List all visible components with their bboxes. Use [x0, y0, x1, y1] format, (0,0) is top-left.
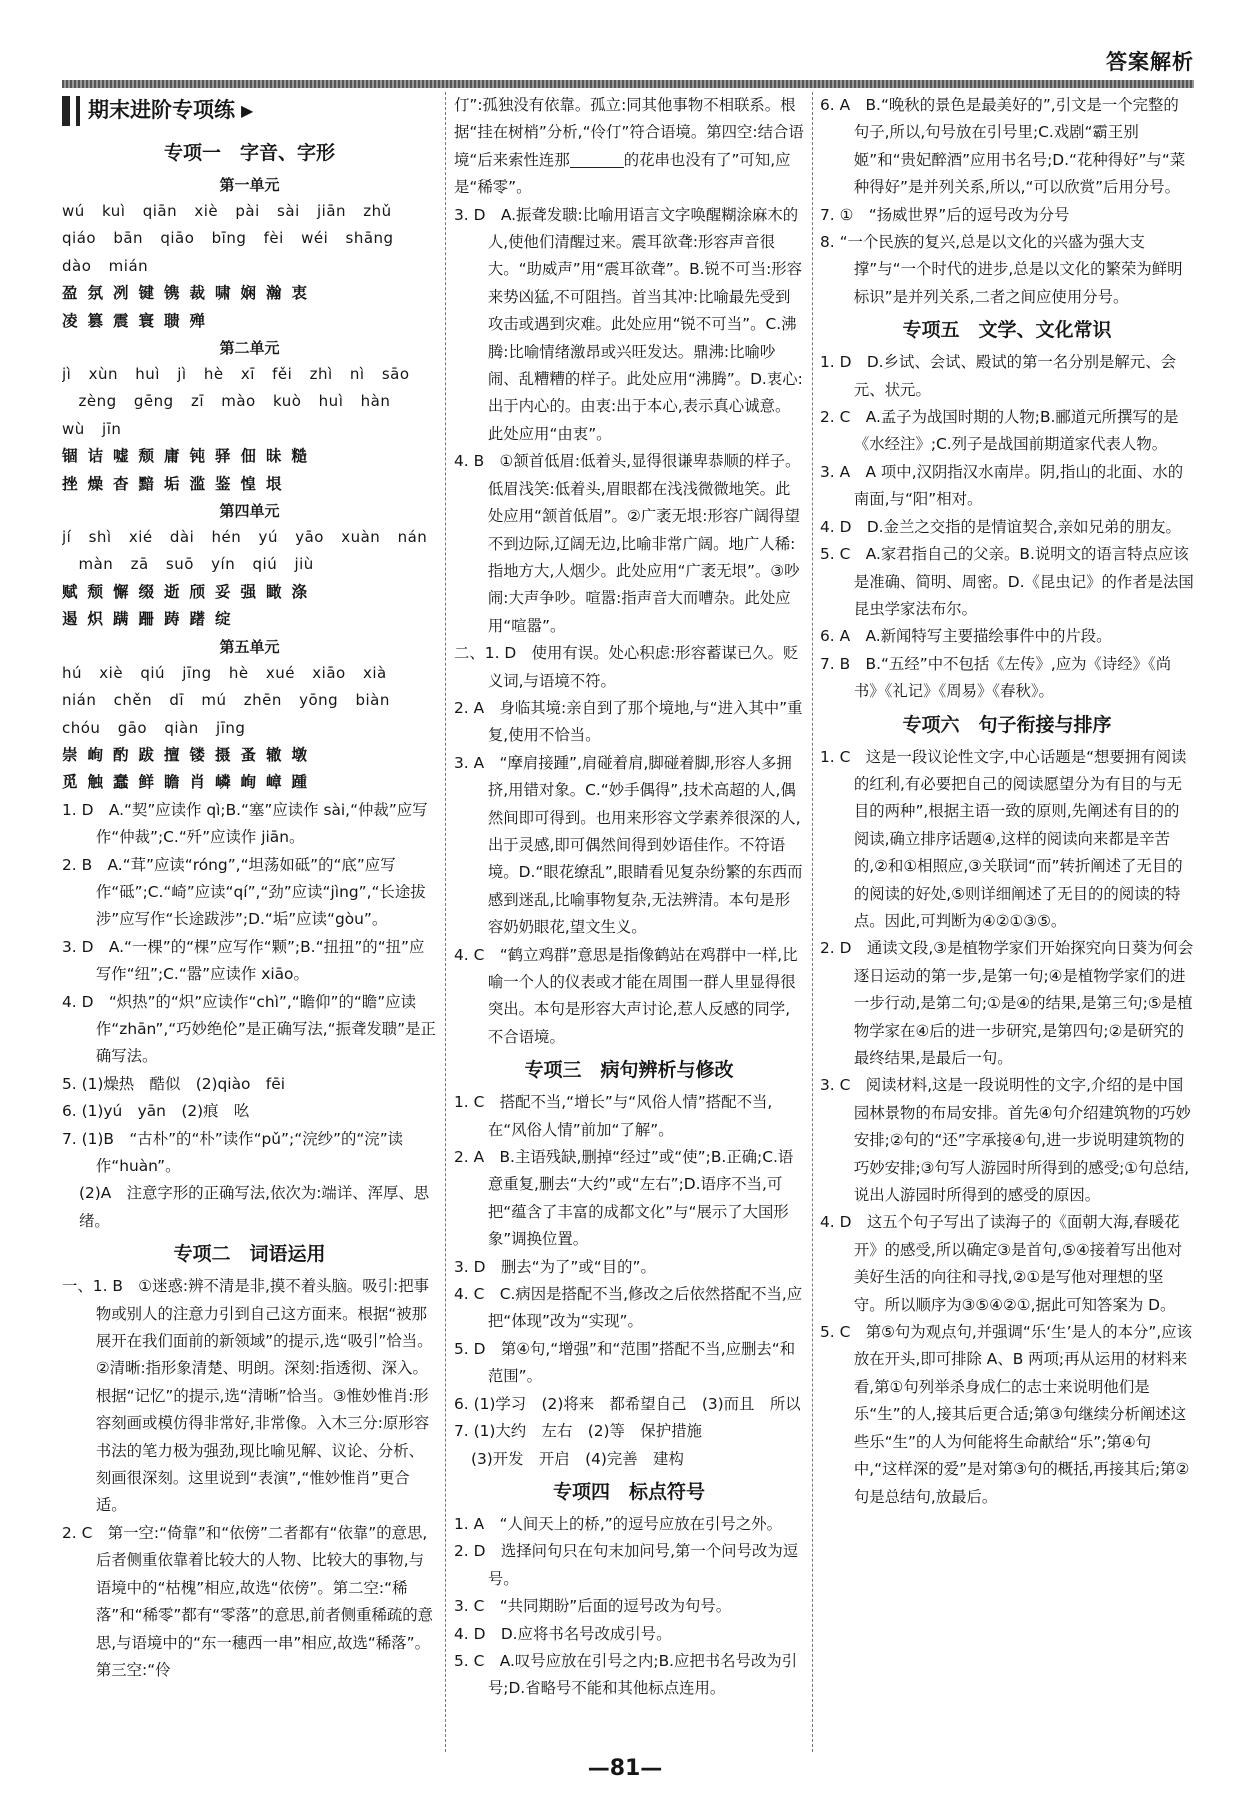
page-number: —81—	[587, 1756, 663, 1781]
answer-4-3: 3. C “共同期盼”后面的逗号改为句号。	[454, 1597, 732, 1616]
answer-5-1: 1. D D.乡试、会试、殿试的第一名分别是解元、会元、状元。	[820, 353, 1176, 399]
unit-5-pinyin-2: nián chěn dī mú zhēn yōng biàn	[62, 691, 390, 710]
answer-6-4: 4. D 这五个句子写出了读海子的《面朝大海,春暖花开》的感受,所以确定③是首句,⑤④接着写出他对美好生活的向往和寻找,②①是写他对理想的坚守。所以顺序为③⑤④②①,据此可知答案为 D。	[820, 1213, 1183, 1314]
answer-3-6: 6. (1)学习 (2)将来 都希望自己 (3)而且 所以	[454, 1394, 801, 1413]
section-1-title: 专项一 字音、字形	[163, 142, 335, 164]
answer-3-3: 3. D 删去“为了”或“目的”。	[454, 1257, 656, 1276]
unit-1-pinyin-2: qiáo bān qiāo bīng fèi wéi shāng	[62, 229, 394, 248]
triangle-right-icon: ▶	[241, 101, 254, 121]
answer-2-ii-2: 2. A 身临其境:亲自到了那个境地,与“进入其中”重复,使用不恰当。	[454, 698, 803, 745]
section-4-title: 专项四 标点符号	[552, 1480, 705, 1503]
answer-6-3: 3. C 阅读材料,这是一段说明性的文字,介绍的是中国园林景物的布局安排。首先④句介绍建筑物的巧妙安排;②句的“还”字承接④句,进一步说明建筑物的巧妙安排;③句写人游园时所得到的感受;①句总结,说出人游园时所得到的感受的原因。	[820, 1076, 1191, 1205]
blank-line	[570, 153, 624, 168]
answer-4-8: 8. “一个民族的复兴,总是以文化的兴盛为强大支撑”与“一个时代的进步,总是以文化的繁荣为鲜明标识”是并列关系,二者之间应使用分号。	[820, 233, 1183, 306]
unit-5-hanzi-2: 觅触蠢鲜瞻肖嶙峋嶂踵	[62, 773, 318, 792]
unit-1-pinyin-3: dào mián	[62, 256, 149, 275]
answer-1-1: 1. D A.“契”应读作 qì;B.“塞”应读作 sài,“仲裁”应写作“仲裁”;C.“歼”应读作 jiān。	[62, 800, 428, 847]
main-title-block	[62, 92, 437, 130]
header-title: 答案解析	[1106, 50, 1194, 74]
unit-5-hanzi-1: 崇峋酌跋擅镂摄蚤辙墩	[62, 745, 318, 764]
answer-3-4: 4. C C.病因是搭配不当,修改之后依然搭配不当,应把“体现”改为“实现”。	[454, 1285, 803, 1331]
unit-4-hanzi-2: 遏炽蹒跚踌躇绽	[62, 610, 241, 629]
unit-4-pinyin-2: màn zā suō yín qiú jiù	[78, 555, 314, 574]
answer-1-7: 7. (1)B “古朴”的“朴”读作“pǔ”;“浣纱”的“浣”读作“huàn”。	[62, 1129, 404, 1175]
section-3-title: 专项三 病句辨析与修改	[524, 1059, 734, 1082]
unit-1-hanzi-1: 盈氛冽键镌裁啸娴瀚衷	[62, 284, 318, 303]
answer-2-2-cont-a: 仃”:孤独没有依靠。孤立:同其他事物不相联系。根据“挂在树梢”分析,“伶仃”符合语境。第四空:结合语境“后来索性连那	[454, 96, 804, 169]
unit-2-hanzi-1: 锢诘嘘颓庸钝驿佃昧糙	[62, 447, 318, 466]
main-title: 期末进阶专项练	[88, 98, 235, 123]
answer-2-2-cont	[454, 92, 804, 202]
answer-3-5: 5. D 第④句,“增强”和“范围”搭配不当,应删去“和范围”。	[454, 1339, 796, 1386]
section-6-title: 专项六 句子衔接与排序	[902, 713, 1112, 736]
answer-2-2-cont-b: 的花串也没有了”可知,应是“稀零”。	[454, 150, 791, 197]
section-2-title: 专项二 词语运用	[173, 1243, 326, 1266]
answer-1-4: 4. D “炽热”的“炽”应读作“chì”,“瞻仰”的“瞻”应读作“zhān”,“巧妙绝伦”是正确写法,“振聋发聩”是正确写法。	[62, 992, 436, 1066]
unit-2-hanzi-2: 挫燥杳黯垢滥鉴惶垠	[62, 474, 292, 493]
unit-2-pinyin-3: wù jīn	[62, 419, 122, 438]
column-3	[820, 92, 1194, 1752]
answer-3-2: 2. A B.主语残缺,删掉“经过”或“使”;B.正确;C.语意重复,删去“大约”或“左右”;D.语序不当,可把“蕴含了丰富的成都文化”与“展示了大国形象”调换位置。	[454, 1148, 794, 1249]
answer-6-1: 1. C 这是一段议论性文字,中心话题是“想要拥有阅读的红利,有必要把自己的阅读愿望分为有目的与无目的两种”,根据主语一致的原则,先阐述有目的的阅读,确立排序话题④,这样的阅读向来都是辛苦的,②和①相照应,③关联词“而”转折阐述了无目的的阅读的好处,⑤则详细阐述了无目的的阅读的特点。因此,可判断为④②①③⑤。	[820, 747, 1187, 930]
answer-3-7b: (3)开发 开启 (4)完善 建构	[470, 1449, 684, 1468]
column-1	[62, 92, 437, 1752]
unit-5-pinyin-3: chóu gāo qiàn jīng	[62, 718, 246, 737]
answer-4-6: 6. A B.“晚秋的景色是最美好的”,引文是一个完整的句子,所以,句号放在引号里;C.戏剧“霸王别姬”和“贵妃醉酒”应用书名号;D.“花种得好”与“菜种得好”是并列关系,所以,“可以欣赏”后用分号。	[820, 96, 1186, 197]
answer-5-3: 3. A A 项中,汉阴指汉水南岸。阴,指山的北面、水的南面,与“阳”相对。	[820, 462, 1184, 509]
answer-5-5: 5. C A.家君指自己的父亲。B.说明文的语言特点应该是准确、简明、周密。D.《昆虫记》的作者是法国昆虫学家法布尔。	[820, 545, 1194, 618]
unit-5-title: 第五单元	[219, 637, 280, 656]
answer-1-3: 3. D A.“一棵”的“棵”应写作“颗”;B.“扭扭”的“扭”应写作“纽”;C.“嚣”应读作 xiāo。	[62, 937, 425, 984]
unit-4-pinyin-1: jí shì xié dài hén yú yāo xuàn nán	[62, 528, 428, 547]
unit-1-title: 第一单元	[219, 176, 280, 194]
answer-4-4: 4. D D.应将书名号改成引号。	[454, 1624, 672, 1643]
answer-5-2: 2. C A.孟子为战国时期的人物;B.郦道元所撰写的是《水经注》;C.列子是战国前期道家代表人物。	[820, 408, 1179, 454]
answer-5-4: 4. D D.金兰之交指的是情谊契合,亲如兄弟的朋友。	[820, 517, 1181, 536]
content-columns	[62, 92, 1194, 1752]
answer-1-5: 5. (1)燥热 酷似 (2)qiào fēi	[62, 1074, 285, 1093]
page-header	[62, 44, 1194, 78]
answer-1-7b: (2)A 注意字形的正确写法,依次为:端详、浑厚、思绪。	[78, 1184, 430, 1230]
answer-2-4: 4. B ①颔首低眉:低着头,显得很谦卑恭顺的样子。低眉浅笑:低着头,眉眼都在浅浅微微地笑。此处应用“颔首低眉”。②广袤无垠:形容广阔得望不到边际,辽阔无边,比喻非常广阔。地广人稀:指地方大,人烟少。此处应用“广袤无垠”。③吵闹:大声争吵。喧嚣:指声音大而嘈杂。此处应用“喧嚣”。	[454, 452, 801, 635]
unit-1-pinyin-1: wú kuì qiān xiè pài sài jiān zhǔ	[62, 202, 392, 220]
answer-2-1: 一、1. B ①迷惑:辨不清是非,摸不着头脑。吸引:把事物或别人的注意力引到自己这方面来。根据“被那展开在我们面前的新领域”的提示,选“吸引”恰当。②清晰:指形象清楚、明朗。深刻:指透彻、深入。根据“记忆”的提示,选“清晰”恰当。③惟妙惟肖:形容刻画或模仿得非常好,非常像。入木三分:原形容书法的笔力极为强劲,现比喻见解、议论、分析、刻画很深刻。这里说到“表演”,“惟妙惟肖”更合适。	[62, 1277, 433, 1515]
answer-4-7: 7. ① “扬威世界”后的逗号改为分号	[820, 205, 1070, 224]
answer-6-2: 2. D 通读文段,③是植物学家们开始探究向日葵为何会逐日运动的第一步,是第一句;④是植物学家们的进一步行动,是第二句;①是④的结果,是第三句;⑤是植物学家在④后的进一步研究,是第四句;②是研究的最终结果,是最后一句。	[820, 939, 1194, 1067]
answer-2-ii-3: 3. A “摩肩接踵”,肩碰着肩,脚碰着脚,形容人多拥挤,用错对象。C.“妙手偶得”,技术高超的人,偶然间即可得到。也用来形容文学素养很深的人,出于灵感,即可偶然间得到妙语佳作。不符语境。D.“眼花缭乱”,眼睛看见复杂纷繁的东西而感到迷乱,比喻事物复杂,无法辨清。本句是形容奶奶眼花,望文生义。	[454, 753, 803, 937]
unit-4-title: 第四单元	[219, 502, 280, 521]
section-5-title: 专项五 文学、文化常识	[902, 319, 1112, 342]
unit-1-hanzi-2: 凌篡震寰聩殚	[62, 311, 216, 330]
unit-2-pinyin-2: zèng gēng zī mào kuò huì hàn	[78, 392, 391, 411]
title-bar-icon	[62, 96, 70, 126]
answer-2-2: 2. C 第一空:“倚靠”和“依傍”二者都有“依靠”的意思,后者侧重依靠着比较大的人物、比较大的事物,与语境中的“枯槐”相应,故选“依傍”。第二空:“稀落”和“稀零”都有“零落”的意思,前者侧重稀疏的意思,与语境中的“东一穗西一串”相应,故选“稀落”。第三空:“伶	[62, 1523, 434, 1679]
unit-2-pinyin-1: jì xùn huì jì hè xī fěi zhì nì sāo	[62, 365, 410, 384]
answer-4-5: 5. C A.叹号应放在引号之内;B.应把书名号改为引号;D.省略号不能和其他标点连用。	[454, 1651, 798, 1698]
header-rule	[62, 80, 1194, 88]
column-2	[445, 92, 813, 1752]
answer-2-ii-1: 二、1. D 使用有误。处心积虑:形容蓄谋已久。贬义词,与语境不符。	[454, 644, 799, 690]
answer-3-7: 7. (1)大约 左右 (2)等 保护措施	[454, 1422, 702, 1441]
answer-2-ii-4: 4. C “鹤立鸡群”意思是指像鹤站在鸡群中一样,比喻一个人的仪表或才能在周围一群人里显得很突出。本句是形容大声讨论,惹人反感的同学,不合语境。	[454, 945, 798, 1046]
answer-3-1: 1. C 搭配不当,“增长”与“风俗人情”搭配不当,在“风俗人情”前加“了解”。	[454, 1093, 773, 1139]
unit-5-pinyin-1: hú xiè qiú jīng hè xué xiāo xià	[62, 663, 387, 682]
answer-1-6: 6. (1)yú yān (2)痕 吆	[62, 1102, 250, 1121]
answer-5-7: 7. B B.“五经”中不包括《左传》,应为《诗经》《尚书》《礼记》《周易》《春秋》。	[820, 654, 1172, 701]
answer-4-2: 2. D 选择问句只在句末加问号,第一个问号改为逗号。	[454, 1542, 799, 1588]
unit-2-title: 第二单元	[219, 339, 280, 358]
title-bar-thin-icon	[76, 96, 80, 126]
answer-2-3: 3. D A.振聋发聩:比喻用语言文字唤醒糊涂麻木的人,使他们清醒过来。震耳欲聋:形容声音很大。“助威声”用“震耳欲聋”。B.锐不可当:形容来势凶猛,不可阻挡。首当其冲:比喻最先受到攻击或遇到灾难。此处应用“锐不可当”。C.沸腾:比喻情绪激昂或兴旺发达。鼎沸:比喻吵闹、乱糟糟的样子。此处应用“沸腾”。D.衷心:出于内心的。由衷:出于本心,表示真心诚意。此处应用“由衷”。	[454, 205, 803, 443]
unit-4-hanzi-1: 赋颓懈缀逝颀妥强瞰涤	[62, 582, 318, 601]
answer-6-5: 5. C 第⑤句为观点句,并强调“乐‘生’是人的本分”,应该放在开头,即可排除 A、B 两项;再从运用的材料来看,第①句列举杀身成仁的志士来说明他们是乐“生”的人,接其后更合适;第③句继续分析阐述这些乐“生”的人为何能将生命献给“乐”;第④句中,“这样深的爱”是对第③句的概括,再接其后;第②句是总结句,放最后。	[820, 1323, 1193, 1506]
answer-4-1: 1. A “人间天上的桥,”的逗号应放在引号之外。	[454, 1514, 782, 1533]
answer-5-6: 6. A A.新闻特写主要描绘事件中的片段。	[820, 627, 1112, 646]
answer-1-2: 2. B A.“茸”应读“róng”,“坦荡如砥”的“底”应写作“砥”;C.“崎”应读“qí”,“劲”应读“jìng”,“长途拔涉”应写作“长途跋涉”;D.“垢”应读“gòu”。	[62, 855, 426, 929]
